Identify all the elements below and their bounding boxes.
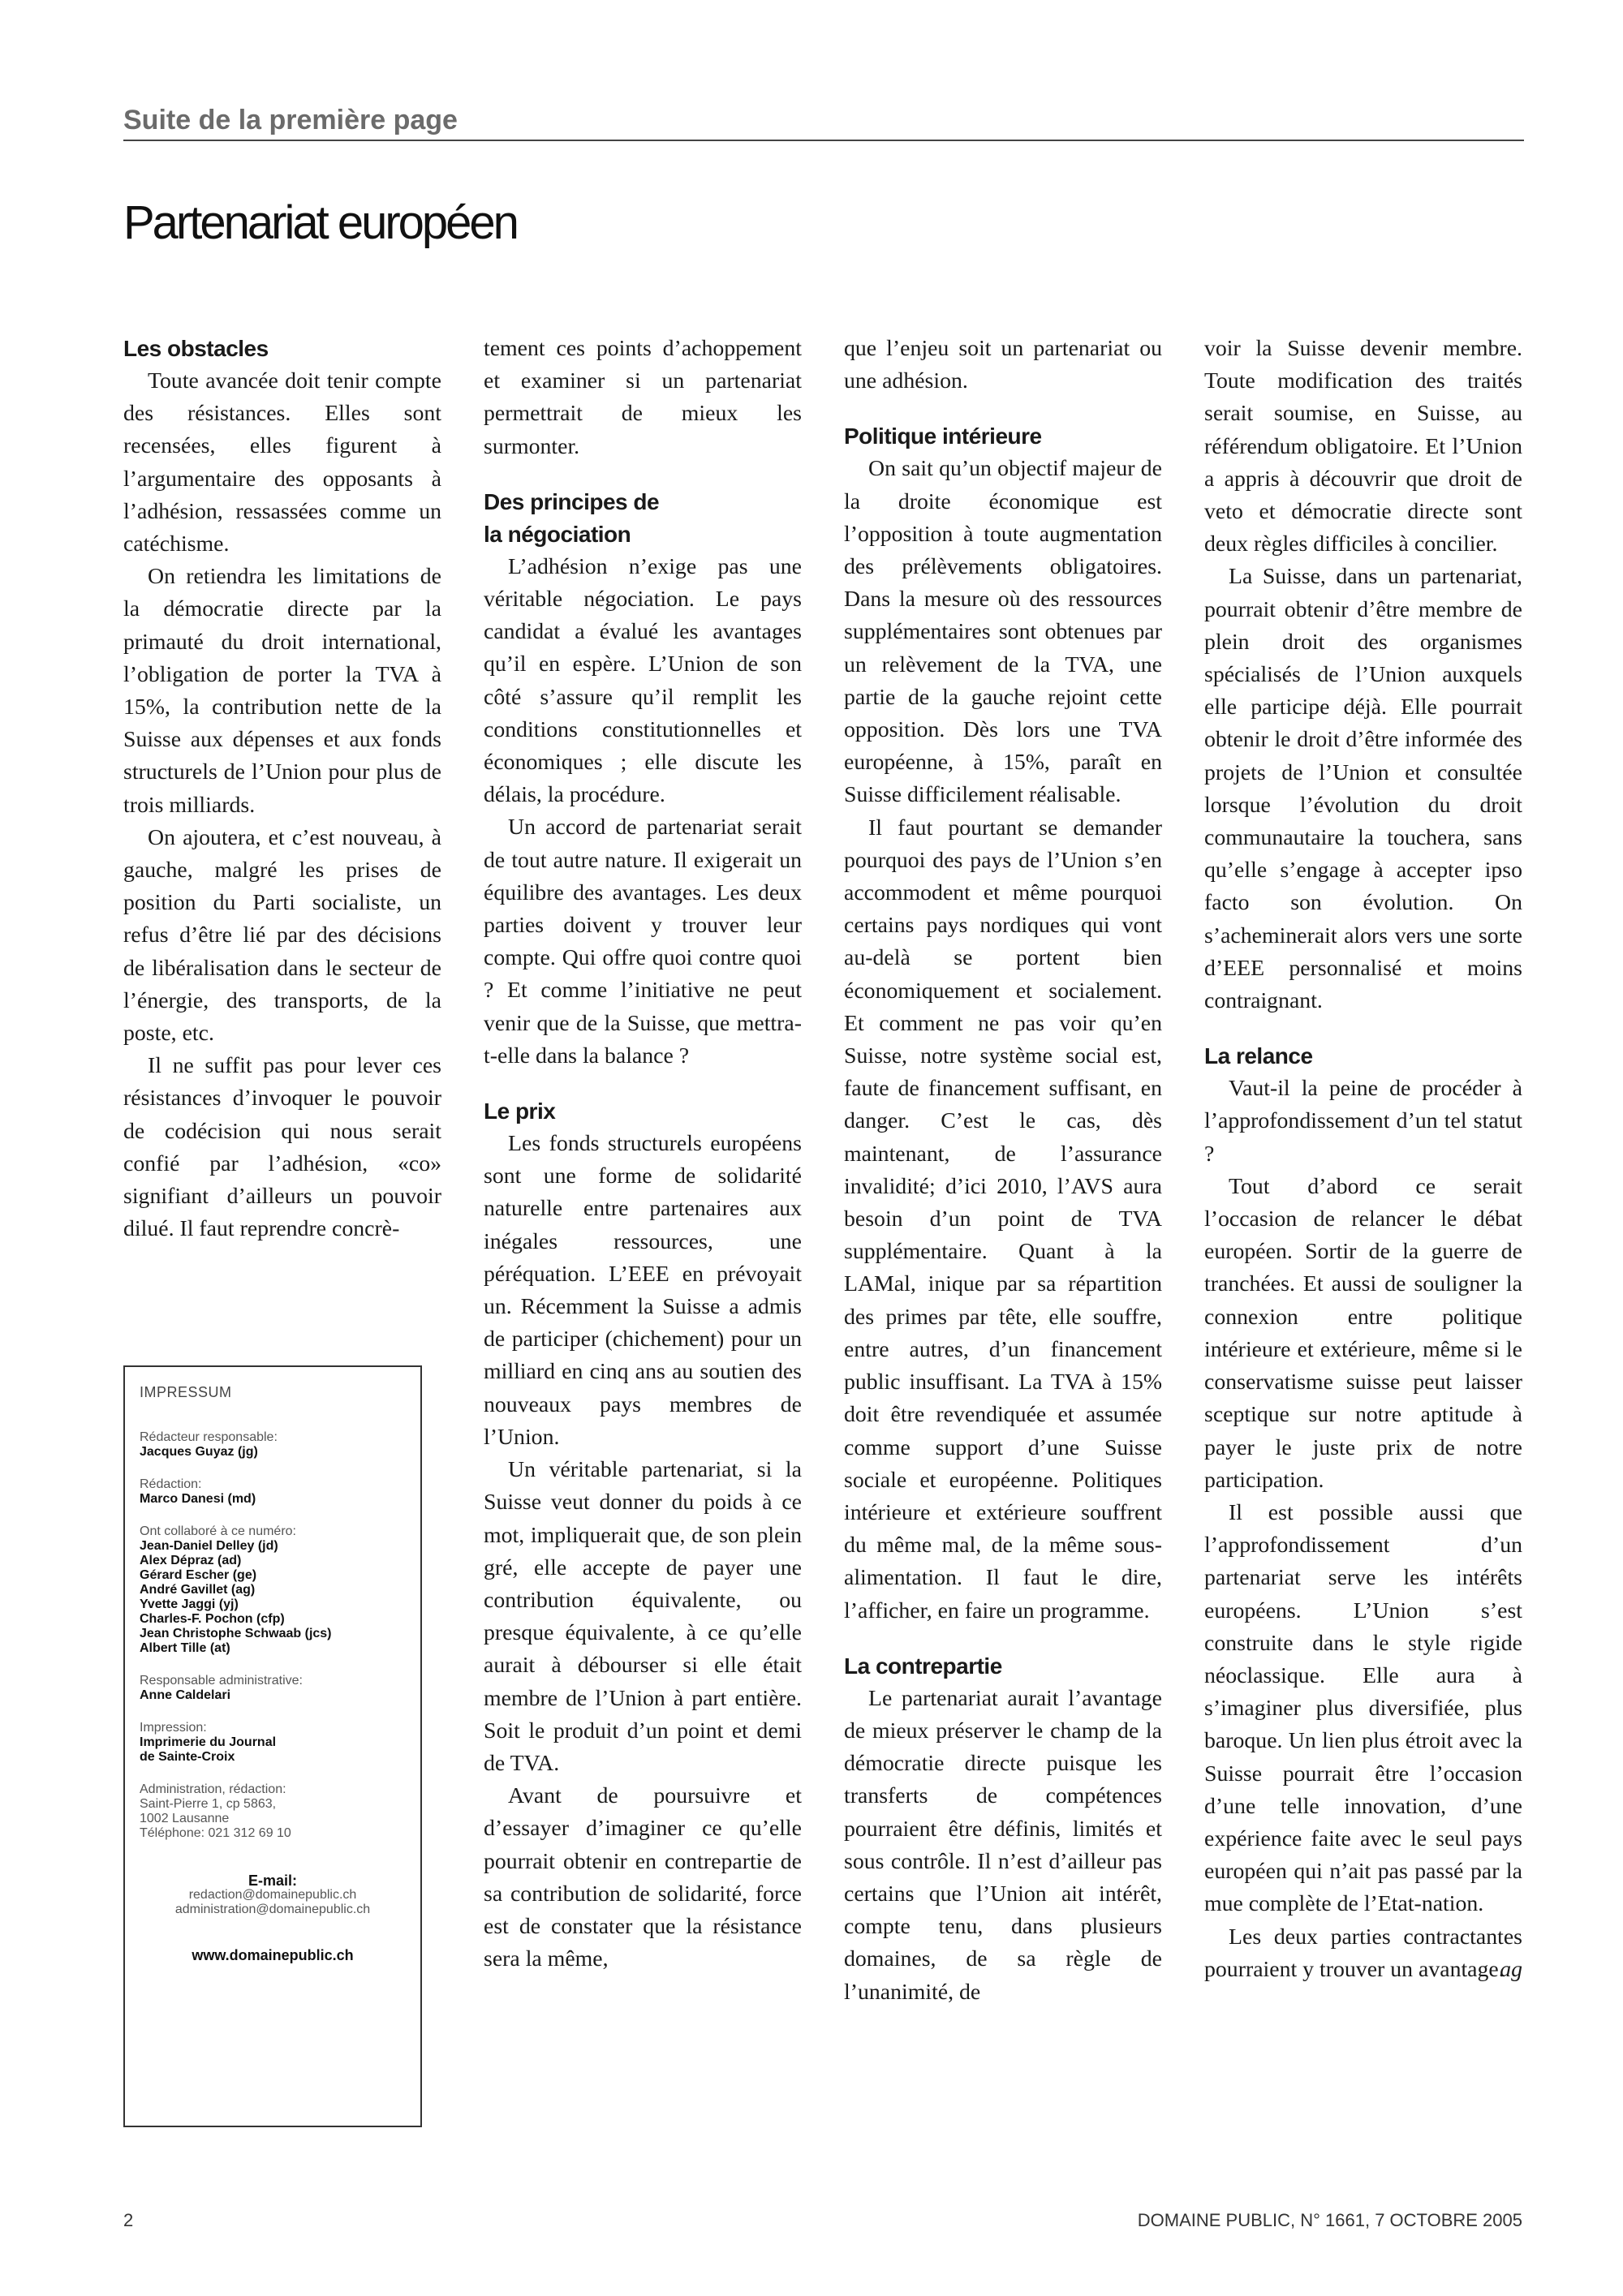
paragraph: Les deux parties contractantes pourraient y trouver un avantage. (1204, 1924, 1522, 1982)
impressum-phone: Téléphone: 021 312 69 10 (140, 1826, 291, 1840)
impressum-redaction: Rédaction: Marco Danesi (md) (140, 1477, 256, 1506)
publication-info: DOMAINE PUBLIC, N° 1661, 7 OCTOBRE 2005 (1137, 2210, 1522, 2230)
collaborator: André Gavillet (ag) (140, 1583, 256, 1597)
impressum-redacteur: Rédacteur responsable: Jacques Guyaz (jg) (140, 1430, 278, 1459)
paragraph: tement ces points d’achoppement et examiner si un partenariat permettrait de mieux les surmonter. (484, 336, 802, 459)
heading-politique-interieure: Politique intérieure (844, 424, 1042, 449)
collaborator: Charles-F. Pochon (cfp) (140, 1612, 285, 1626)
collaborator: Yvette Jaggi (yj) (140, 1597, 239, 1611)
collaborator: Gérard Escher (ge) (140, 1568, 257, 1582)
impressum-collaborateurs: Ont collaboré à ce numéro: Jean-Daniel Delley (jd) Alex Dépraz (ad) Gérard Escher (ge) André Gavillet (ag) Yvette Jaggi (yj) Charles-F. Pochon (cfp) Jean Christophe Schwaab (jcs) Albert Tille (at) (140, 1524, 406, 1656)
column-1 (123, 333, 441, 1245)
paragraph: Le partenariat aurait l’avantage de mieux préserver le champ de la démocratie directe puisque les transferts de compétences pourraient être définis, limités et sous contrôle. Il n’est d’ailleur pas certains que l’Union ait intérêt, compte tenu, dans plusieurs domaines, de sa règle de l’unanimité, de (844, 1685, 1162, 2005)
collaborator: Alex Dépraz (ad) (140, 1554, 242, 1567)
heading-principes: Des principes de la négociation (484, 488, 660, 547)
heading-contrepartie: La contrepartie (844, 1653, 1002, 1679)
heading-relance: La relance (1204, 1043, 1313, 1069)
impressum-admin-resp: Responsable administrative: Anne Caldelari (140, 1674, 303, 1702)
paragraph: On retiendra les limitations de la démocratie directe par la primauté du droit international, l’obligation de porter la TVA à 15%, la contribution nette de la Suisse aux dépenses et aux fonds structurels de l’Union pour plus de trois milliards. (123, 564, 441, 818)
collaborator: Albert Tille (at) (140, 1641, 230, 1655)
heading-obstacles: Les obstacles (123, 336, 269, 361)
column-2 (484, 333, 802, 1976)
impressum-box (123, 1365, 422, 2127)
collaborator: Jean Christophe Schwaab (jcs) (140, 1627, 332, 1640)
paragraph: Il faut pourtant se demander pourquoi des pays de l’Union s’en accommodent et même pourquoi certains pays nordiques qui vont au-delà se portent bien économiquement et socialement. Et comment ne pas voir qu’en Suisse, notre système social est, faute de financement suffisant, en danger. C’est le cas, dès maintenant, de l’assurance invalidité; d’ici 2010, l’AVS aura besoin d’un point de TVA supplémentaire. Quant à la LAMal, inique par sa répartition des primes par tête, elle souffre, entre autres, d’un financement public insuffisant. La TVA à 15% doit être revendiquée et assumée comme support d’une Suisse sociale et européenne. Politiques intérieure et extérieure souffrent du même mal, de la même sous-alimentation. Il faut le dire, l’afficher, en faire un programme. (844, 815, 1162, 1623)
paragraph: Il est possible aussi que l’approfondissement d’un partenariat serve les intérêts européens. L’Union s’est construite dans le style rigide néoclassique. Elle aura à s’imaginer plus diversifiée, plus baroque. Un lien plus étroit avec la Suisse pourrait être l’occasion d’une telle innovation, d’une expérience faite avec le seul pays européen qui n’ait pas passé par la mue complète de l’Etat-nation. (1204, 1499, 1522, 1917)
paragraph: voir la Suisse devenir membre. Toute modification des traités serait soumise, en Suisse, au référendum obligatoire. Et l’Union a appris à découvrir que droit de veto et démocratie directe sont deux règles difficiles à concilier. (1204, 336, 1522, 557)
impressum-address: Administration, rédaction: Saint-Pierre 1, cp 5863, 1002 Lausanne Téléphone: 021 312 69 10 (140, 1782, 406, 1841)
paragraph: On sait qu’un objectif majeur de la droite économique est l’opposition à toute augmentation des prélèvements obligatoires. Dans la mesure où des ressources supplémentaires sont obtenues par un relèvement de la TVA, une partie de la gauche rejoint cette opposition. Dès lors une TVA européenne, à 15%, paraît en Suisse difficilement réalisable. (844, 456, 1162, 808)
paragraph: Avant de poursuivre et d’essayer d’imaginer ce qu’elle pourrait obtenir en contrepartie de sa contribution de solidarité, force est de constater que la résistance sera la même, (484, 1783, 802, 1972)
author-signature: ag (1500, 1956, 1522, 1982)
paragraph: que l’enjeu soit un partenariat ou une adhésion. (844, 336, 1162, 394)
column-4 (1204, 333, 1522, 1986)
section-kicker: Suite de la première page (123, 104, 1524, 141)
impressum-impression: Impression: Imprimerie du Journal de Sainte-Croix (140, 1721, 277, 1764)
paragraph: Tout d’abord ce serait l’occasion de relancer le débat européen. Sortir de la guerre de tranchées. Et aussi de souligner la connexion entre politique intérieure et extérieure, même si le conservatisme suisse peut laisser sceptique sur notre aptitude à payer le juste prix de notre participation. (1204, 1173, 1522, 1493)
impressum-title: IMPRESSUM (140, 1384, 232, 1400)
paragraph: La Suisse, dans un partenariat, pourrait obtenir d’être membre de plein droit des organismes spécialisés de l’Union auxquels elle participe déjà. Elle pourrait obtenir le droit d’être informée des projets de l’Union et consultée lorsque l’évolution du droit communautaire la touchera, sans qu’elle s’engage à accepter ipso facto son évolution. On s’acheminerait alors vers une sorte d’EEE personnalisé et moins contraignant. (1204, 564, 1522, 1014)
email-link-administration[interactable]: administration@domainepublic.ch (174, 1903, 371, 1916)
page-number: 2 (123, 2210, 134, 2230)
paragraph: Vaut-il la peine de procéder à l’approfondissement d’un tel statut ? (1204, 1076, 1522, 1167)
paragraph: On ajoutera, et c’est nouveau, à gauche, malgré les prises de position du Parti socialiste, un refus d’être lié par des décisions de libéralisation dans le secteur de l’énergie, des transports, de la poste, etc. (123, 824, 441, 1047)
collaborator: Jean-Daniel Delley (jd) (140, 1539, 278, 1553)
paragraph: Un véritable partenariat, si la Suisse veut donner du poids à ce mot, impliquerait que, de son plein gré, elle accepte de payer une contribution équivalente, ou presque équivalente, à ce qu’elle aurait à débourser si elle était membre de l’Union à part entière. Soit le produit d’un point et demi de TVA. (484, 1457, 802, 1776)
impressum-email: E-mail: redaction@domainepublic.ch administration@domainepublic.ch (140, 1873, 406, 1917)
heading-prix: Le prix (484, 1099, 556, 1124)
column-3 (844, 333, 1162, 2009)
email-link-redaction[interactable]: redaction@domainepublic.ch (188, 1888, 357, 1902)
article-title: Partenariat européen (123, 196, 517, 249)
paragraph: Un accord de partenariat serait de tout autre nature. Il exigerait un équilibre des avantages. Les deux parties doivent y trouver leur compte. Qui offre quoi contre quoi ? Et comme l’initiative ne peut venir que de la Suisse, que mettra-t-elle dans la balance ? (484, 815, 802, 1068)
paragraph: Il ne suffit pas pour lever ces résistances d’invoquer le pouvoir de codécision qui nous serait confié par l’adhésion, «co» signifiant d’ailleurs un pouvoir dilué. Il faut reprendre concrè- (123, 1053, 441, 1242)
paragraph: L’adhésion n’exige pas une véritable négociation. Le pays candidat a évalué les avantages qu’il en espère. L’Union de son côté s’assure qu’il remplit les conditions constitutionnelles et économiques ; elle discute les délais, la procédure. (484, 553, 802, 808)
paragraph: Toute avancée doit tenir compte des résistances. Elles sont recensées, elles figurent à l’argumentaire des opposants à l’adhésion, ressassées comme un catéchisme. (123, 368, 441, 557)
website-link[interactable]: www.domainepublic.ch (192, 1947, 354, 1963)
paragraph: Les fonds structurels européens sont une forme de solidarité naturelle entre partenaires aux inégales ressources, une péréquation. L’EEE en prévoyait un. Récemment la Suisse a admis de participer (chichement) pour un milliard en cinq ans au soutien des nouveaux pays membres de l’Union. (484, 1131, 802, 1450)
